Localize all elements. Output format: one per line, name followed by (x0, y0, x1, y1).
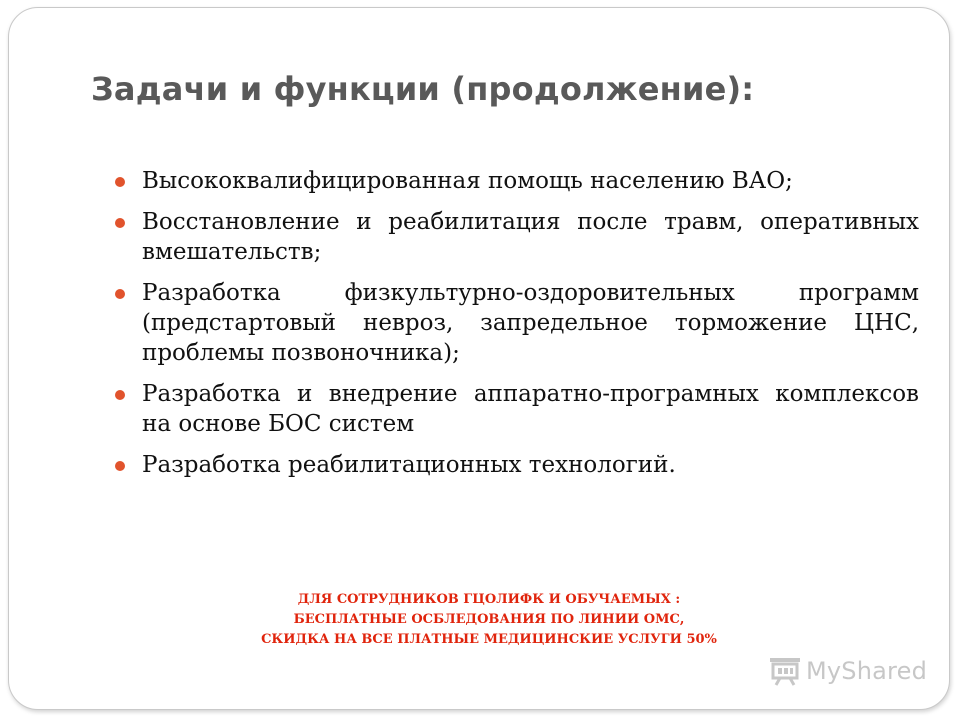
bullet-item (115, 450, 919, 480)
bullet-item (115, 278, 919, 368)
bullet-dot-icon (115, 218, 125, 228)
slide-frame (8, 7, 950, 710)
bullet-dot-icon (115, 289, 125, 299)
watermark-text: MyShared (806, 657, 928, 685)
bullet-text: Высококвалифицированная помощь населению ВАО; (142, 168, 793, 194)
presentation-board-icon (768, 656, 802, 686)
bullet-text: Разработка физкультурно-оздоровительных программ (предстартовый невроз, запредельное торможение ЦНС, проблемы позвоночника); (142, 280, 919, 366)
notice-line: БЕСПЛАТНЫЕ ОСБЛЕДОВАНИЯ ПО ЛИНИИ ОМС, (293, 612, 685, 627)
bullet-text: Разработка реабилитационных технологий. (142, 452, 676, 478)
bullet-list (115, 166, 919, 491)
bullet-dot-icon (115, 177, 125, 187)
bullet-item (115, 166, 919, 196)
slide-title: Задачи и функции (продолжение): (91, 70, 755, 108)
bullet-dot-icon (115, 390, 125, 400)
bullet-item (115, 207, 919, 267)
bullet-text: Восстановление и реабилитация после травм, оперативных вмешательств; (142, 209, 919, 265)
bullet-item (115, 379, 919, 439)
notice-line: ДЛЯ СОТРУДНИКОВ ГЦОЛИФК И ОБУЧАЕМЫХ : (297, 592, 681, 607)
notice-line: СКИДКА НА ВСЕ ПЛАТНЫЕ МЕДИЦИНСКИЕ УСЛУГИ 50% (261, 632, 717, 647)
discount-notice (129, 590, 849, 650)
watermark-logo (768, 656, 927, 686)
bullet-dot-icon (115, 461, 125, 471)
bullet-text: Разработка и внедрение аппаратно-програмных комплексов на основе БОС систем (142, 381, 919, 437)
